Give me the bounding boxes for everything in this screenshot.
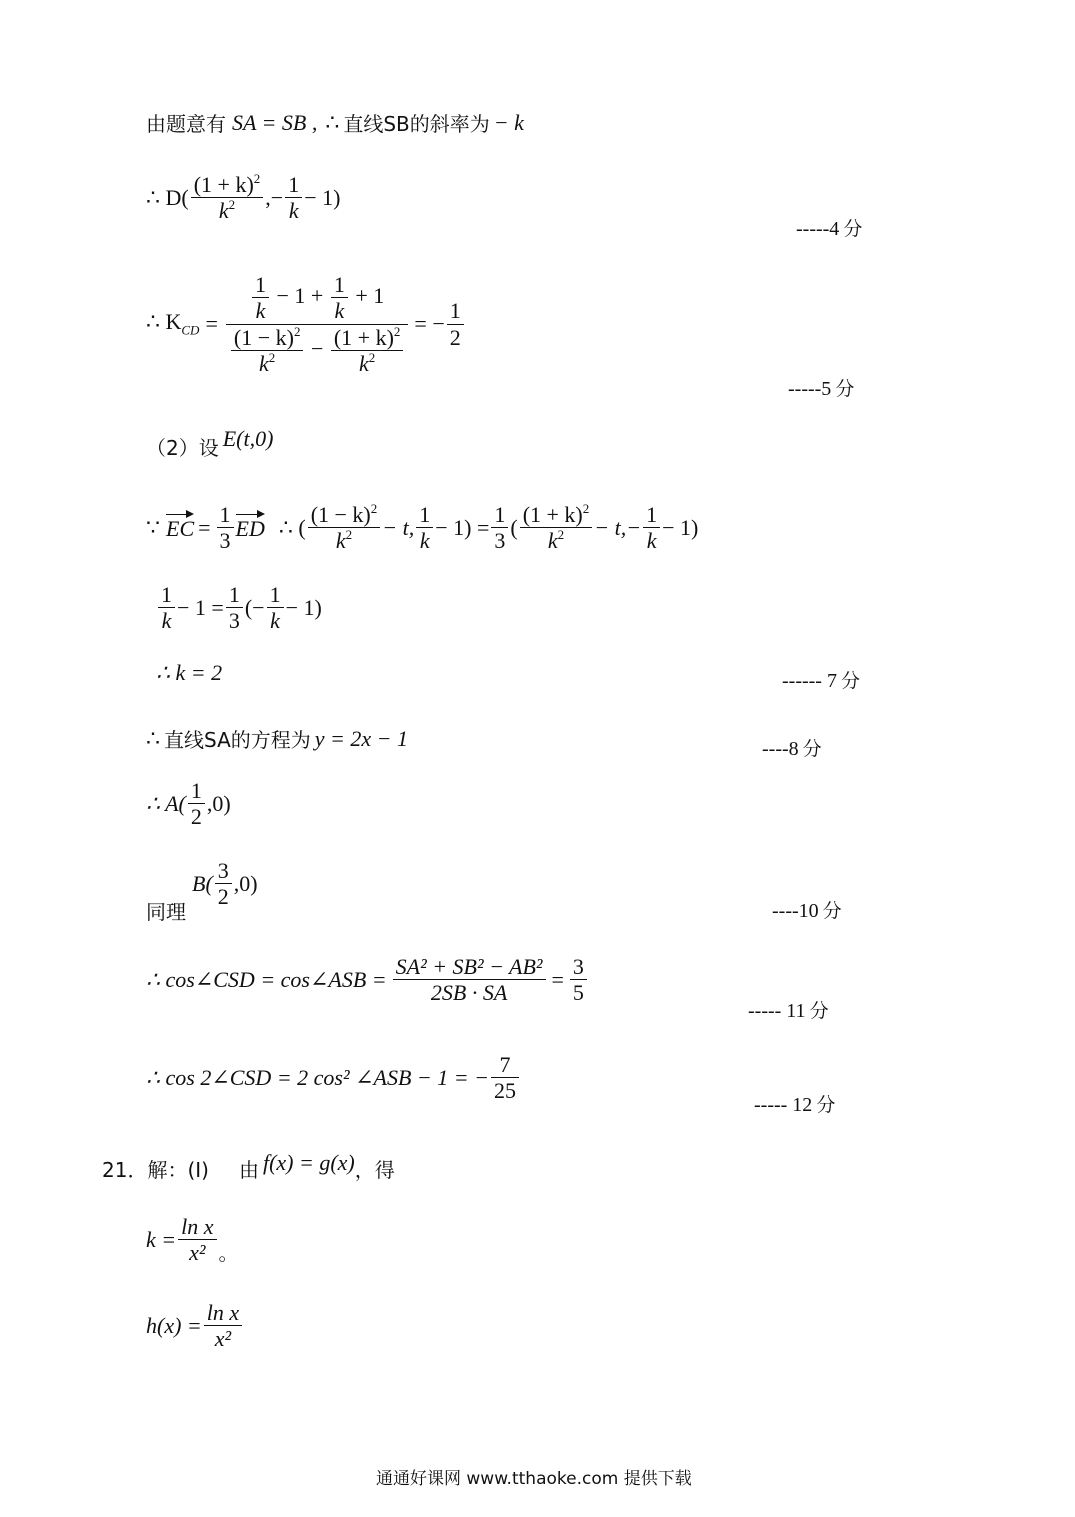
score-unit: 分 [816, 1094, 836, 1116]
frac-num: 1 [217, 502, 234, 528]
score-dash: -----5 [788, 378, 832, 400]
cos-lead: ∴ cos∠CSD = cos∠ASB = [146, 966, 387, 992]
line-h-x [146, 1300, 244, 1352]
score-unit: 分 [822, 900, 842, 922]
frac-den: 3 [494, 528, 506, 554]
frac-den: k [419, 528, 430, 554]
frac-den: k [161, 608, 172, 634]
minus: − [310, 335, 324, 361]
term: − 1) = [435, 514, 490, 540]
k-lead: k = [146, 1226, 177, 1252]
line-point-b [192, 858, 258, 910]
fraction [267, 582, 284, 634]
frac-num: 1 [226, 582, 243, 608]
score-8 [762, 734, 822, 761]
text-prefix: 由题意有 [146, 112, 226, 136]
fraction [643, 502, 660, 554]
term: − t,− [594, 514, 642, 540]
point-e: E(t,0) [222, 425, 274, 451]
frac-den: k [270, 608, 280, 634]
fraction [204, 1300, 242, 1352]
therefore-paren: ∴ ( [278, 514, 306, 540]
footer-source: 通通好课网 www.tthaoke.com 提供下载 [376, 1469, 692, 1489]
eq-f-g: f(x) = g(x) [262, 1149, 355, 1175]
fraction: $\frac{(1 + k)^2}{k^2}$ [191, 172, 264, 224]
text-slope: 直线SB的斜率为 [343, 112, 490, 136]
frac-den: k [335, 528, 346, 554]
line-sa-equation [146, 724, 408, 753]
frac-num: 1 [447, 298, 464, 324]
line-equation-k [156, 582, 322, 634]
frac-den: x² [214, 1326, 232, 1352]
eq-sa-sb: SA = SB , [232, 109, 318, 135]
score-11 [748, 996, 829, 1023]
comma: ,− [265, 184, 284, 210]
term: − 1 = [177, 594, 224, 620]
fraction [188, 778, 205, 830]
text-line-sa: 直线SA的方程为 [164, 728, 311, 752]
point-d-end: − 1) [304, 184, 341, 210]
frac-num: ln x [204, 1300, 242, 1326]
frac-num: SA² + SB² − AB² [393, 954, 546, 980]
frac-den: 2 [449, 324, 461, 350]
frac-den: k [334, 298, 345, 324]
fraction [570, 954, 587, 1006]
frac-num: (1 − k) [310, 502, 371, 527]
line-point-d [146, 172, 340, 224]
text-by: 由 [238, 1158, 259, 1182]
frac-den: 3 [219, 528, 231, 554]
frac-num: 3 [570, 954, 587, 980]
big-num [226, 272, 409, 325]
score-5 [788, 374, 854, 401]
result-eq: = − [414, 311, 445, 337]
cos2-lead: ∴ cos 2∠CSD = 2 cos² ∠ASB − 1 = − [146, 1064, 489, 1090]
point-b-lead: B( [192, 870, 213, 896]
frac-den: k [359, 350, 369, 376]
frac-num: (1 + k) [522, 502, 583, 527]
fraction: $\frac{(1 - k)^2}{k^2}$ [308, 502, 381, 554]
fraction [226, 582, 243, 634]
equals: = [205, 311, 218, 337]
fraction [491, 502, 508, 554]
big-den: $\frac{(1 - k)^2}{k^2}$ − $\frac{(1 + k)^2}{k^2}$ [226, 325, 409, 377]
line-problem-21 [102, 1149, 395, 1183]
frac-den: 5 [572, 980, 584, 1006]
frac-num: 1 [267, 582, 284, 608]
fraction [491, 1052, 519, 1104]
frac-num: 3 [215, 858, 232, 884]
fraction [178, 1214, 216, 1266]
frac-den: 25 [493, 1078, 516, 1104]
term: − t, [382, 514, 415, 540]
score-unit: 分 [840, 670, 860, 692]
fraction [215, 858, 232, 910]
score-dash: ----8 [762, 738, 799, 760]
kcd-lead [146, 309, 199, 338]
equals: = [551, 966, 564, 992]
term: − 1) [662, 514, 699, 540]
line-slope-sb [146, 108, 524, 137]
frac-num: 1 [416, 502, 433, 528]
score-dash: ----10 [772, 900, 819, 922]
frac-num: 1 [491, 502, 508, 528]
slope-value: − k [493, 109, 524, 135]
frac-num: (1 + k) [193, 172, 254, 197]
frac-num: 7 [491, 1052, 519, 1078]
line-k-equals-2: ∴ k = 2 [156, 660, 223, 685]
period: 。 [218, 1241, 239, 1266]
term: (− [244, 594, 265, 620]
fraction [447, 298, 464, 350]
line-set-e [146, 425, 274, 461]
frac-den: k [218, 198, 229, 224]
frac-num: 1 [188, 778, 205, 804]
frac-num: (1 + k) [333, 324, 394, 350]
text-likewise: 同理 [146, 900, 186, 924]
frac-num: 1 [252, 272, 269, 298]
problem-number: 21．解：(I) [102, 1158, 209, 1182]
therefore-symbol: ∴ [146, 725, 160, 751]
score-unit: 分 [843, 218, 863, 240]
frac-num: (1 − k) [233, 324, 294, 350]
line-kcd [146, 272, 466, 376]
line-k-lnx [146, 1214, 239, 1266]
text-prefix: （2）设 [146, 436, 219, 460]
vector-ed: ED [235, 515, 265, 541]
frac-den: 2 [190, 804, 202, 830]
line-point-a [146, 778, 231, 830]
paren: ( [510, 514, 518, 540]
score-unit: 分 [802, 738, 822, 760]
eq-line-sa: y = 2x − 1 [314, 725, 408, 751]
score-dash: ----- 12 [754, 1094, 813, 1116]
frac-num: 1 [158, 582, 175, 608]
therefore-symbol: ∴ [325, 109, 340, 135]
fraction [285, 172, 302, 224]
vector-ec: EC [166, 515, 195, 541]
point-a-end: ,0) [206, 790, 231, 816]
frac-num: 1 [643, 502, 660, 528]
fraction [393, 954, 546, 1006]
h-lead: h(x) = [146, 1312, 202, 1338]
score-4 [796, 214, 862, 241]
kcd-k: ∴ K [146, 309, 182, 335]
frac-den: 2 [217, 884, 229, 910]
frac-num: ln x [178, 1214, 216, 1240]
score-12 [754, 1090, 835, 1117]
term: − 1) [285, 594, 322, 620]
frac-den: x² [189, 1240, 206, 1266]
score-unit: 分 [809, 1000, 829, 1022]
frac-num: 1 [285, 172, 302, 198]
fraction [158, 582, 175, 634]
point-a-lead: ∴ A( [146, 790, 186, 816]
fraction [416, 502, 433, 554]
kcd-sub: CD [181, 322, 200, 338]
point-b-end: ,0) [233, 870, 258, 896]
frac-den: 3 [228, 608, 240, 634]
frac-den: k [259, 350, 269, 376]
because-symbol: ∵ [146, 514, 160, 540]
score-7 [782, 666, 860, 693]
term: − 1 + [276, 282, 324, 308]
score-unit: 分 [835, 378, 855, 400]
line-vector-eq [146, 502, 698, 554]
equals: = [198, 514, 211, 540]
frac-den: k [646, 528, 657, 554]
frac-den: 2SB · SA [430, 980, 508, 1006]
score-dash: -----4 [796, 218, 840, 240]
text-get: ，得 [354, 1158, 395, 1182]
score-10 [772, 896, 842, 923]
frac-num: 1 [331, 272, 348, 298]
line-cos-2csd [146, 1052, 521, 1104]
term: + 1 [355, 282, 385, 308]
fraction [217, 502, 234, 554]
point-d-lead: ∴ D( [146, 184, 189, 210]
frac-den: k [288, 198, 299, 224]
score-dash: ----- 11 [748, 1000, 806, 1022]
fraction: $\frac{(1 + k)^2}{k^2}$ [520, 502, 593, 554]
line-cos-csd [146, 954, 589, 1006]
fraction-big [226, 272, 409, 376]
frac-den: k [255, 298, 266, 324]
score-dash: ------ 7 [782, 670, 837, 692]
frac-den: k [547, 528, 558, 554]
